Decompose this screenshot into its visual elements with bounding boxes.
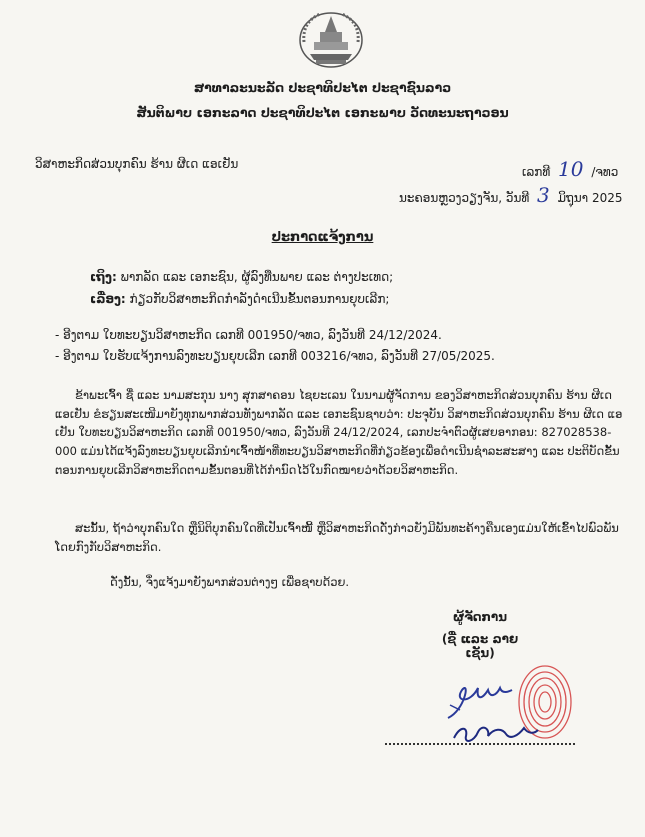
date-prefix: ນະຄອນຫຼວງວຽງຈັນ, ວັນທີ bbox=[399, 191, 530, 205]
closing-paragraph: ດັ່ງນັ້ນ, ຈຶ່ງແຈ້ງມາຍັງພາກສ່ວນຕ່າງໆ ເພື່ອຊາບດ້ວຍ. bbox=[110, 575, 350, 589]
body-paragraph: ຂ້າພະເຈົ້າ ຊື່ ແລະ ນາມສະກຸນ ນາງ ສຸກສາຄອນ ໄຊຍະເລນ ໃນນາມຜູ້ຈັດການ ຂອງວິສາຫະກິດສ່ວນບຸກຄົນ ຮ້ານ ຜີເດ ແອເຢັນ ຂໍຮຽນສະເໜີມາຍັງທຸກພາກສ່ວນທັງພາກລັດ ແລະ ເອກະຊົນຊາບວ່າ: ປະຈຸບັນ ວິສາຫະກິດສ່ວນບຸກຄົນ ຮ້ານ ຜີເດ ແອເຢັນ ໃບທະບຽນວິສາຫະກິດ ເລກທີ 001950/ຈທວ, ລົງວັນທີ 24/12/2024, ເລກປະຈຳຕົວຜູ້ເສຍອາກອນ: 827028538-000 ແມ່ນໄດ້ແຈ້ງລົງທະບຽນຍຸບເລີກນຳເຈົ້າໜ້າທີ່ທະບຽນວິສາຫະກິດທີ່ກ່ຽວຂ້ອງເພື່ອດຳເນີນຊຳລະສະສາງ ແລະ ປະຕິບັດຂັ້ນຕອນການຍຸບເລີກວິສາຫະກິດຕາມຂັ້ນຕອນທີ່ໄດ້ກຳນົດໄວ້ໃນກົດໝາຍວ່າດ້ວຍວິສາຫະກິດ. bbox=[55, 388, 623, 477]
subject-line bbox=[90, 292, 389, 306]
national-emblem-icon bbox=[298, 10, 364, 68]
republic-line: ສາທາລະນະລັດ ປະຊາທິປະໄຕ ປະຊາຊົນລາວ bbox=[193, 80, 452, 95]
recipient-text: ພາກລັດ ແລະ ເອກະຊົນ, ຜູ້ລົງທືນພາຍ ແລະ ຕ່າງປະເທດ; bbox=[116, 270, 394, 284]
subject-text: ກ່ຽວກັບວິສາຫະກິດກຳລັງດຳເນີນຂັ້ນຕອນການຍຸບເລີກ; bbox=[125, 292, 390, 306]
reference-item: - ອີງຕາມ ໃບທະບຽນວິສາຫະກິດ ເລກທີ 001950/ຈທວ, ລົງວັນທີ 24/12/2024. bbox=[55, 328, 442, 342]
date-rest: ມິຖຸນາ 2025 bbox=[557, 191, 623, 205]
subject-label: ເລື່ອງ: bbox=[90, 292, 126, 306]
signature-name-scribble bbox=[450, 718, 540, 748]
date-line bbox=[399, 183, 623, 207]
signature-title: ຜູ້ຈັດການ bbox=[453, 610, 507, 624]
reference-prefix: ເລກທີ bbox=[522, 165, 551, 179]
reference-suffix: /ຈທວ bbox=[591, 165, 619, 179]
date-handwritten-day: 3 bbox=[537, 183, 550, 207]
body-paragraph: ສະນັ້ນ, ຖ້າວ່າບຸກຄົນໃດ ຫຼືນິຕິບຸກຄົນໃດທີ່ເປັນເຈົ້າໜີ້ ຫຼືວິສາຫະກິດດັ່ງກ່າວຍັງມີພັນທະຄ້າງຄືນເອງແມ່ນໃຫ້ເຂົ້າໄປພົວພັນໂດຍກົງກັບວິສາຫະກິດ. bbox=[55, 521, 619, 554]
sender-name: ວິສາຫະກິດສ່ວນບຸກຄົນ ຮ້ານ ຜີເດ ແອເຢັນ bbox=[35, 157, 239, 171]
reference-number bbox=[522, 157, 618, 181]
signature-subtitle: (ຊື່ ແລະ ລາຍເຊັນ) bbox=[441, 632, 519, 660]
recipient-line bbox=[90, 270, 393, 284]
recipient-label: ເຖິງ: bbox=[90, 270, 117, 284]
motto-line: ສັນຕິພາບ ເອກະລາດ ປະຊາທິປະໄຕ ເອກະພາບ ວັດທະນະຖາວອນ bbox=[136, 105, 509, 120]
document-title: ປະກາດແຈ້ງການ bbox=[271, 230, 374, 245]
reference-item: - ອີງຕາມ ໃບຮັບແຈ້ງການລົງທະບຽນຍຸບເລີກ ເລກທີ 003216/ຈທວ, ລົງວັນທີ 27/05/2025. bbox=[55, 349, 495, 363]
reference-handwritten-number: 10 bbox=[558, 157, 584, 181]
